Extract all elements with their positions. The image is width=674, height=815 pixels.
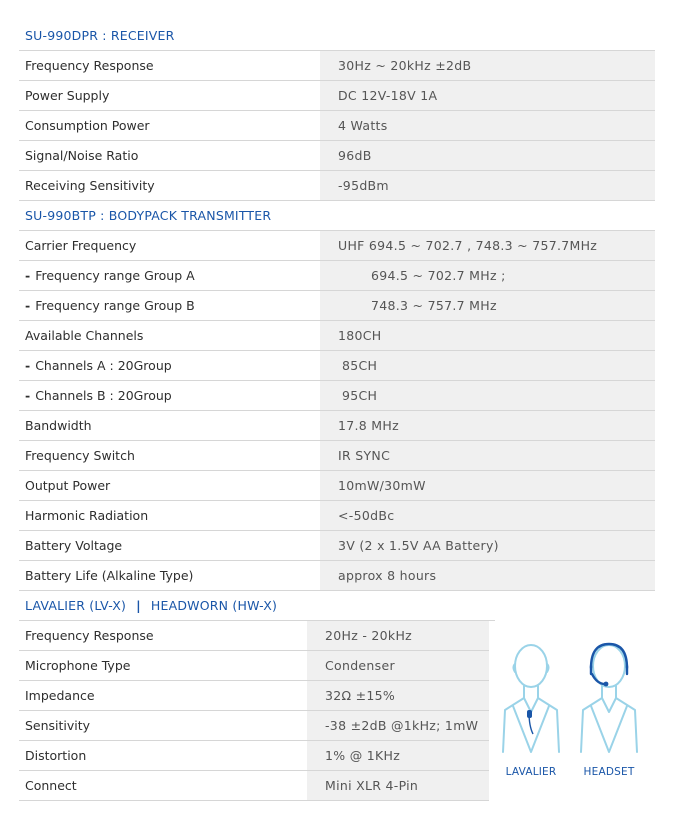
spec-label xyxy=(19,381,320,410)
spec-value: 10mW/30mW xyxy=(320,471,655,500)
spec-value: approx 8 hours xyxy=(320,561,655,590)
dash-marker: - xyxy=(25,268,31,283)
spec-value: IR SYNC xyxy=(320,441,655,470)
receiver-title: SU-990DPR : RECEIVER xyxy=(25,28,175,43)
spec-row xyxy=(19,141,655,171)
spec-label: Output Power xyxy=(25,478,111,493)
spec-value: 694.5 ~ 702.7 MHz ; xyxy=(320,261,655,290)
spec-value: 32Ω ±15% xyxy=(307,681,489,710)
headset-figure xyxy=(573,640,645,778)
spec-label: Frequency Response xyxy=(25,58,154,73)
transmitter-title: SU-990BTP : BODYPACK TRANSMITTER xyxy=(25,208,272,223)
spec-value: 96dB xyxy=(320,141,655,170)
spec-label-text: Channels B : 20Group xyxy=(35,388,172,403)
transmitter-header xyxy=(19,201,655,231)
headworn-title: HEADWORN (HW-X) xyxy=(150,598,278,613)
spec-row xyxy=(19,711,489,741)
spec-row xyxy=(19,561,655,591)
spec-label: Impedance xyxy=(25,688,95,703)
headset-person-icon xyxy=(577,640,641,762)
lavalier-person-icon xyxy=(499,640,563,762)
spec-row xyxy=(19,81,655,111)
spec-value: 20Hz - 20kHz xyxy=(307,621,489,650)
spec-row xyxy=(19,291,655,321)
spec-row xyxy=(19,261,655,291)
spec-row xyxy=(19,621,489,651)
spec-label: Connect xyxy=(25,778,77,793)
spec-label: Frequency Switch xyxy=(25,448,135,463)
spec-label: Signal/Noise Ratio xyxy=(25,148,139,163)
spec-value: UHF 694.5 ~ 702.7 , 748.3 ~ 757.7MHz xyxy=(320,231,655,260)
transmitter-section xyxy=(19,201,655,591)
microphone-header xyxy=(19,591,495,621)
spec-label: Frequency Response xyxy=(25,628,154,643)
spec-label: Battery Life (Alkaline Type) xyxy=(25,568,194,583)
spec-value: 30Hz ~ 20kHz ±2dB xyxy=(320,51,655,80)
spec-row xyxy=(19,321,655,351)
spec-row xyxy=(19,501,655,531)
spec-label: Power Supply xyxy=(25,88,110,103)
spec-value: -38 ±2dB @1kHz; 1mW xyxy=(307,711,489,740)
spec-value: 95CH xyxy=(320,381,655,410)
spec-value: Mini XLR 4-Pin xyxy=(307,771,489,800)
spec-value: 4 Watts xyxy=(320,111,655,140)
spec-value: 3V (2 x 1.5V AA Battery) xyxy=(320,531,655,560)
header-separator: | xyxy=(136,598,141,613)
spec-value: -95dBm xyxy=(320,171,655,200)
spec-row xyxy=(19,51,655,81)
spec-row xyxy=(19,531,655,561)
lavalier-figure xyxy=(495,640,567,778)
receiver-section xyxy=(19,21,655,201)
spec-value: Condenser xyxy=(307,651,489,680)
spec-label xyxy=(19,351,320,380)
spec-value: 17.8 MHz xyxy=(320,411,655,440)
spec-label: Harmonic Radiation xyxy=(25,508,149,523)
spec-label: Available Channels xyxy=(25,328,144,343)
spec-label: Battery Voltage xyxy=(25,538,123,553)
spec-label: Distortion xyxy=(25,748,87,763)
microphone-illustrations xyxy=(487,640,647,790)
spec-row xyxy=(19,741,489,771)
lavalier-caption: LAVALIER xyxy=(505,766,557,778)
spec-value: DC 12V-18V 1A xyxy=(320,81,655,110)
spec-row xyxy=(19,441,655,471)
spec-row xyxy=(19,231,655,261)
spec-label-text: Frequency range Group B xyxy=(35,298,195,313)
spec-row xyxy=(19,351,655,381)
spec-label: Carrier Frequency xyxy=(25,238,137,253)
spec-label xyxy=(19,261,320,290)
spec-value: 180CH xyxy=(320,321,655,350)
dash-marker: - xyxy=(25,388,31,403)
spec-row xyxy=(19,411,655,441)
spec-label: Receiving Sensitivity xyxy=(25,178,155,193)
spec-row xyxy=(19,171,655,201)
spec-label: Consumption Power xyxy=(25,118,150,133)
headset-caption: HEADSET xyxy=(583,766,635,778)
dash-marker: - xyxy=(25,358,31,373)
receiver-header xyxy=(19,21,655,51)
spec-value: <-50dBc xyxy=(320,501,655,530)
spec-label-text: Channels A : 20Group xyxy=(35,358,172,373)
spec-row xyxy=(19,381,655,411)
spec-value: 748.3 ~ 757.7 MHz xyxy=(320,291,655,320)
spec-label: Microphone Type xyxy=(25,658,131,673)
spec-label: Sensitivity xyxy=(25,718,91,733)
spec-row xyxy=(19,471,655,501)
spec-value: 1% @ 1KHz xyxy=(307,741,489,770)
spec-value: 85CH xyxy=(320,351,655,380)
spec-row xyxy=(19,681,489,711)
spec-row xyxy=(19,111,655,141)
dash-marker: - xyxy=(25,298,31,313)
spec-label-text: Frequency range Group A xyxy=(35,268,195,283)
spec-label: Bandwidth xyxy=(25,418,92,433)
lavalier-title: LAVALIER (LV-X) xyxy=(25,598,127,613)
spec-row xyxy=(19,651,489,681)
spec-label xyxy=(19,291,320,320)
spec-row xyxy=(19,771,489,801)
